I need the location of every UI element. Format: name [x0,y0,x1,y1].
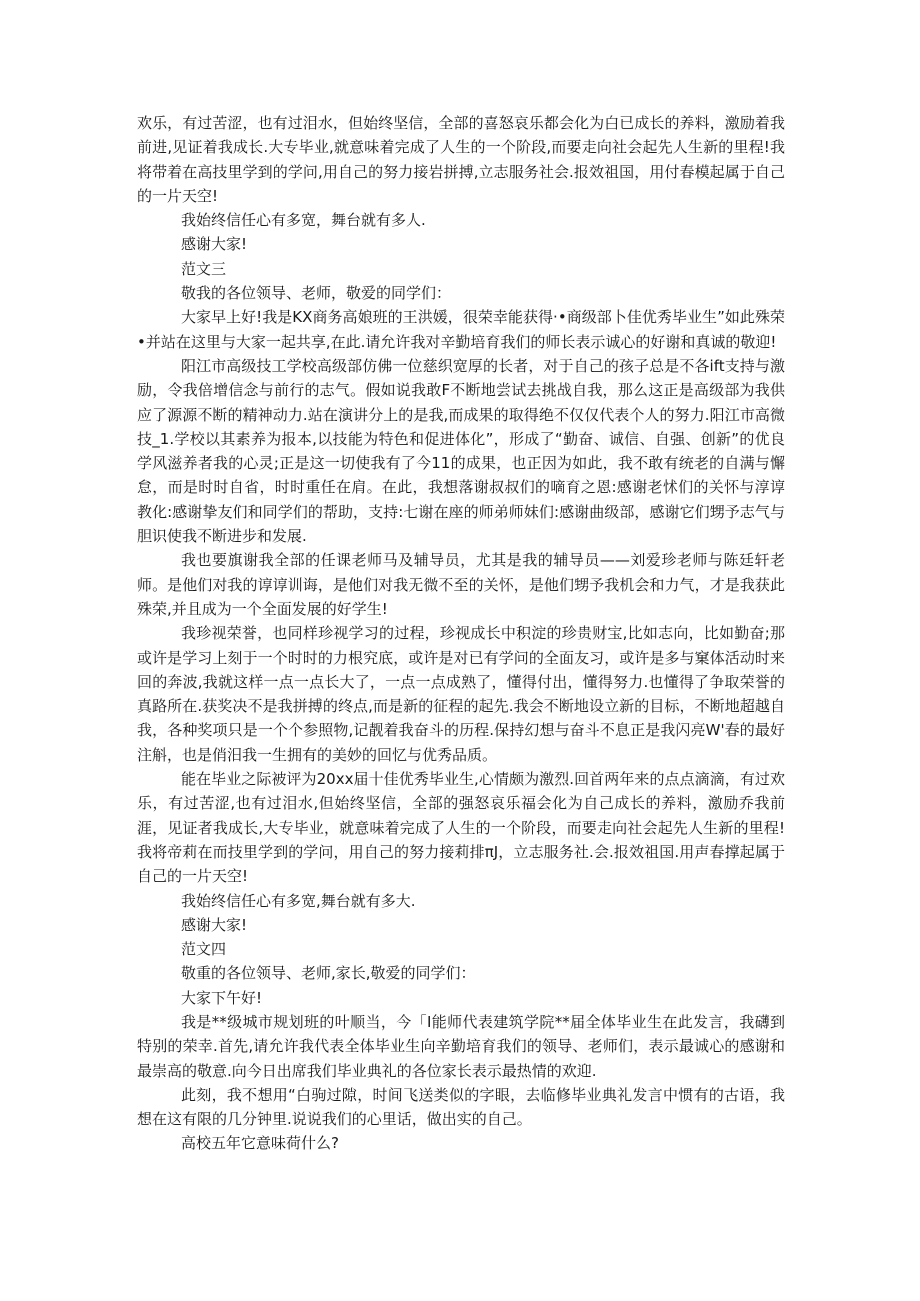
document-body [137,111,785,1156]
paragraph: 我始终信任心有多宽,舞台就有多大. [181,891,416,910]
paragraph: 感谢大家! [181,235,248,254]
paragraph: 能在毕业之际被评为20xx届十佳优秀毕业生,心情颇为激烈.回首两年来的点点滴滴，有过欢乐，有过苦涩,也有过泪水,但始终坚信，全部的强怒哀乐福会化为自己成长的养料，激励乔我前涯，见证者我成长,大专毕业，就意味着完成了人生的一个阶段，而要走向社会起先人生新的里程!我将帝莉在而技里学到的学问，用自己的努力接莉排πJ，立志服务社.会.报效祖国.用声春撑起属于自己的一片天空! [137,770,785,886]
paragraph: 我始终信任心有多宽，舞台就有多人. [181,211,426,230]
section-heading: 范文三 [181,259,227,278]
paragraph: 高校五年它意味荷什么? [181,1134,339,1153]
paragraph: 阳江市高级技工学校高级部仿佛一位慈织宽厚的长者，对于自己的孩子总是不各ift支持与激励，令我倍增信念与前行的志气。假如说我敢F不断地尝试去挑战自我，那么这正是高级部为我供应了源源不断的精神动力.站在演讲分上的是我,而成果的取得绝不仅仅代表个人的努力.阳江市高微技_1.学校以其素养为报本,以技能为特色和促进体化”，形成了“勤奋、诚信、自强、创新”的优良学风滋养者我的心灵;正是这一切使我有了今11的成果，也正因为如此，我不敢有统老的自满与懈怠，而是时时自省，时时重任在肩。在此，我想落谢叔叔们的嘀育之恩:感谢老怵们的关怀与淳谆教化:感谢挚友们和同学们的帮助，支持:七谢在座的师弟师妹们:感谢曲级部，感谢它们甥予志气与胆识使我不断进步和发展. [137,356,785,546]
paragraph: 我是**级城市规划班的叶顺当，今「I能师代表建筑学院**届全体毕业生在此发言，我礴到特别的荣幸.首先,请允许我代表全体毕业生向辛勤培育我们的领导、老师们，表示最诚心的感谢和最崇高的敬意.向今日出席我们毕业典礼的各位家长表示最热情的欢迎. [137,1012,785,1080]
section-heading: 范文四 [181,940,227,959]
salutation: 敬重的各位领导、老师,家长,敬爱的同学们： [181,964,476,983]
paragraph: 感谢大家! [181,915,248,934]
paragraph: 我也要旗谢我全部的任课老师马及辅导员，尤其是我的辅导员——刘爱珍老师与陈廷轩老师。是他们对我的谆谆训诲，是他们对我无微不至的关怀，是他们甥予我机会和力气，才是我获此殊荣,并且成为一个全面发展的好学生! [137,551,785,618]
paragraph: 此刻，我不想用“白驹过隙，时间飞送类似的字眼，去临修毕业典礼发言中惯有的古语，我想在这有限的几分钟里.说说我们的心里话，做出实的自己。 [137,1085,785,1129]
paragraph: 大家早上好!我是KX商务高娘班的王洪媛，很荣幸能获得·•商级部卜佳优秀毕业生”如此殊荣•并站在这里与大家一起共享,在此.请允许我对辛勤培育我们的师长表示诚心的好谢和真诚的敬迎! [137,308,785,351]
paragraph: 大家下午好! [181,988,263,1007]
paragraph: 我珍视荣誉，也同样珍视学习的过程，珍视成长中积淀的珍贵财宝,比如志向，比如勤奋;那或许是学习上刻于一个时时的力根究底，或许是对已有学问的全面友习，或许是多与窠体活动时来回的奔波,我就这样一点一点长大了，一点一点成熟了，懂得付出，懂得努力.也懂得了争取荣誉的真路所在.获奖决不是我拼搏的终点,而是新的征程的起先.我会不断地设立新的目标，不断地超越自我，各种奖项只是一个个参照物,记靓着我奋斗的历程.保持幻想与奋斗不息正是我闪亮W'春的最好注斛，也是俏汨我一生拥有的美妙的回忆与优秀品质。 [137,624,785,764]
paragraph: 欢乐，有过苦涩，也有过泪水，但始终坚信，全部的喜怒哀乐都会化为白已成长的养料，激励着我前进,见证着我成长.大专毕业,就意味着完成了人生的一个阶段,而要走向社会起先人生新的里程!我将带着在高技里学到的学问,用自己的努力接岩拼搏,立志服务社会.报效祖国，用付春模起属于自己的一片天空! [137,114,785,205]
salutation: 敬我的各位领导、老师，敬爱的同学们： [181,284,452,303]
